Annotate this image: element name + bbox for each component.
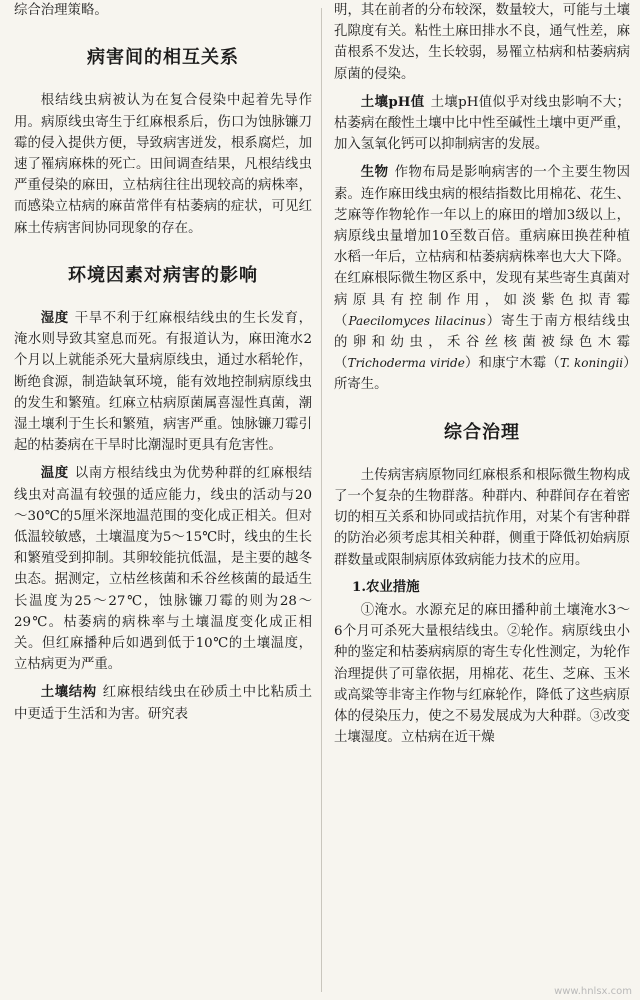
- paragraph-soil-ph: [334, 92, 630, 156]
- text-humidity: 干旱不利于红麻根结线虫的生长发育，淹水则导致其窒息而死。有报道认为，麻田淹水2个月以上就能杀死大量病原线虫，通过水稻轮作，断绝食源，制造缺氧环境，能有效地控制病原线虫的发生和繁殖。红麻立枯病原菌属喜湿性真菌，潮湿土壤利于生长和繁殖，病害严重。蚀脉镰刀霉引起的枯萎病在干旱时比潮湿时更具有危害性。: [14, 311, 312, 454]
- term-temperature: 温度: [40, 465, 69, 482]
- term-soil-structure: 土壤结构: [40, 684, 97, 701]
- text-biological-3: ）和康宁木霉（: [464, 356, 560, 372]
- term-biological: 生物: [360, 164, 389, 181]
- paragraph-integrated-control: 土传病害病原物同红麻根系和根际微生物构成了一个复杂的生物群落。种群内、种群间存在着密切的相互关系和协同或拮抗作用，对某个有害种群的防治必须考虑其相关种群，侧重于降低初始病原群数量或限制病原体致病能力技术的应用。: [334, 467, 630, 568]
- text-biological-4: ）所寄生。: [334, 356, 630, 393]
- section-title-disease-interrelations: 病害间的相互关系: [87, 47, 239, 69]
- latin-paecilomyces: Paecilomyces lilacinus: [348, 313, 486, 328]
- section-title-integrated-control: 综合治理: [444, 421, 520, 443]
- left-column: [14, 0, 312, 1000]
- section-title-environmental-factors: 环境因素对病害的影响: [68, 264, 258, 286]
- column-divider: [321, 8, 322, 992]
- text-soil-structure: 红麻根结线虫在砂质土中比粘质土中更适于生活和为害。研究表: [14, 685, 312, 722]
- paragraph-soil-structure: [14, 682, 312, 724]
- intro-line: 综合治理策略。: [14, 3, 108, 18]
- latin-trichoderma: Trichoderma viride: [347, 356, 465, 371]
- subsection-title-agricultural-measures: 1.农业措施: [352, 578, 420, 595]
- right-column: [334, 0, 630, 1000]
- paragraph-biological: [334, 162, 630, 395]
- term-soil-ph: 土壤pH值: [360, 93, 425, 110]
- text-biological-2: ）寄生于南方根结线虫的卵和幼虫，禾谷丝核菌被绿色木霉（: [334, 313, 630, 372]
- watermark: www.hnlsx.com: [554, 986, 632, 997]
- paragraph-agricultural-measures: ①淹水。水源充足的麻田播种前土壤淹水3～6个月可杀死大量根结线虫。②轮作。病原线虫小种的鉴定和枯萎病病原的寄生专化性测定，为轮作治理提供了可靠依据，用棉花、花生、芝麻、玉米或高粱等非寄主作物与红麻轮作，降低了这些病原体的侵染压力，使之不易发展成为大种群。③改变土壤湿度。立枯病在近干燥: [334, 603, 630, 746]
- paragraph-disease-interrelations: 根结线虫病被认为在复合侵染中起着先导作用。病原线虫寄生于红麻根系后，伤口为蚀脉镰刀霉的侵入提供方便，导致病害迸发，根系腐烂，加速了罹病麻株的死亡。田间调查结果，凡根结线虫严重侵染的麻田，立枯病往往出现较高的病株率，而感染立枯病的麻苗常伴有枯萎病的症状，可见红麻土传病害间协同现象的存在。: [14, 93, 312, 236]
- paragraph-humidity: [14, 308, 312, 456]
- paragraph-soil-structure-continued: 明，其在前者的分布较深，数量较大，可能与土壤孔隙度有关。粘性土麻田排水不良，通气性差，麻苗根系不发达，生长较弱，易罹立枯病和枯萎病病原菌的侵染。: [334, 3, 630, 82]
- text-biological-1: 作物布局是影响病害的一个主要生物因素。连作麻田线虫病的根结指数比用棉花、花生、芝麻等作物轮作一年以上的麻田的增加3级以上，病原线虫量增加10至数百倍。重病麻田换茬种植水稻一年后，立枯病和枯萎病病株率也大大下降。在红麻根际微生物区系中，发现有某些寄生真菌对病原具有控制作用，如淡紫色拟青霉（: [334, 165, 630, 329]
- text-temperature: 以南方根结线虫为优势种群的红麻根结线虫对高温有较强的适应能力，线虫的活动与20～30℃的5厘米深地温范围的变化成正相关。但对低温较敏感，土壤温度为5～15℃时，线虫的生长和繁殖受到抑制。其卵较能抗低温，是主要的越冬虫态。据测定，立枯丝核菌和禾谷丝核菌的最适生长温度为25～27℃，蚀脉镰刀霉的则为28～29℃。枯萎病的病株率与土壤温度变化成正相关。但红麻播种后如遇到低于10℃的土壤温度，立枯病更为严重。: [14, 466, 312, 673]
- term-humidity: 湿度: [40, 310, 69, 327]
- text-soil-ph: 土壤pH值似乎对线虫影响不大；枯萎病在酸性土壤中比中性至碱性土壤中更严重，加入氢氧化钙可以抑制病害的发展。: [334, 94, 630, 153]
- paragraph-temperature: [14, 463, 312, 675]
- latin-t-koningii: T. koningii: [559, 356, 624, 371]
